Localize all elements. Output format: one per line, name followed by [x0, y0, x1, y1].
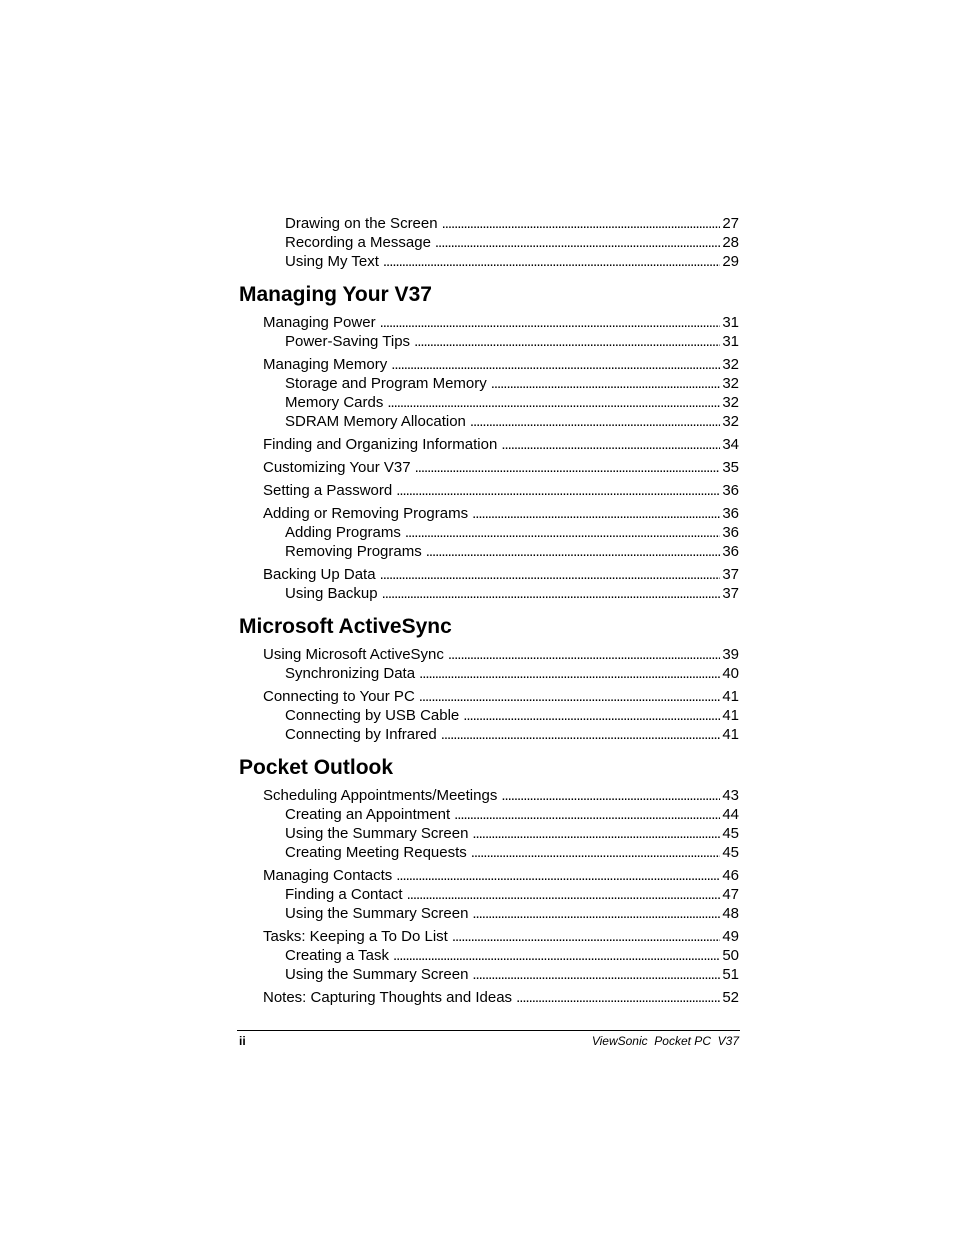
toc-entry-label: SDRAM Memory Allocation: [285, 413, 466, 430]
toc-page-number: 41: [722, 726, 739, 743]
dot-leader: [452, 927, 720, 946]
footer-divider: [237, 1030, 740, 1031]
toc-group: [239, 481, 739, 500]
toc-entry[interactable]: [239, 458, 739, 477]
footer-page-number: ii: [239, 1034, 246, 1048]
dot-leader: [419, 664, 720, 683]
toc-group: [239, 458, 739, 477]
toc-page-number: 36: [722, 505, 739, 522]
toc-group: [239, 565, 739, 603]
dot-leader: [419, 687, 721, 706]
toc-page-number: 27: [722, 215, 739, 232]
dot-leader: [472, 824, 720, 843]
toc-entry-label: Using the Summary Screen: [285, 966, 469, 983]
toc-entry[interactable]: [239, 435, 739, 454]
toc-page-number: 31: [722, 314, 739, 331]
toc-entry-label: Managing Contacts: [263, 867, 393, 884]
toc-entry-label: Using Microsoft ActiveSync: [263, 646, 444, 663]
dot-leader: [426, 542, 721, 561]
section-heading: Microsoft ActiveSync: [239, 615, 452, 638]
dot-leader: [441, 725, 721, 744]
toc-subentry[interactable]: [239, 824, 739, 843]
toc-page-number: 41: [722, 707, 739, 724]
toc-entry[interactable]: [239, 927, 739, 946]
toc-entry-label: Creating an Appointment: [285, 806, 451, 823]
toc-group: [239, 687, 739, 744]
dot-leader: [407, 885, 721, 904]
toc-entry-label: Finding a Contact: [285, 886, 403, 903]
toc-group: [239, 504, 739, 561]
toc-group: [239, 355, 739, 431]
toc-page-number: 29: [722, 253, 739, 270]
toc-group: [239, 866, 739, 923]
dot-leader: [470, 412, 720, 431]
toc-entry-label: Adding or Removing Programs: [263, 505, 469, 522]
toc-page-number: 46: [722, 867, 739, 884]
toc-page-number: 36: [722, 524, 739, 541]
toc-intro-group: [239, 214, 739, 271]
dot-leader: [393, 946, 720, 965]
toc-group: [239, 988, 739, 1007]
toc-page-number: 48: [722, 905, 739, 922]
toc-entry[interactable]: [239, 313, 739, 332]
dot-leader: [415, 458, 721, 477]
toc-entry-label: Tasks: Keeping a To Do List: [263, 928, 448, 945]
dot-leader: [414, 332, 720, 351]
dot-leader: [387, 393, 720, 412]
toc-subentry[interactable]: [239, 706, 739, 725]
dot-leader: [491, 374, 721, 393]
toc-subentry[interactable]: [239, 805, 739, 824]
toc-entry-label: Memory Cards: [285, 394, 384, 411]
toc-page-number: 47: [722, 886, 739, 903]
toc-entry-label: Customizing Your V37: [263, 459, 411, 476]
toc-subentry[interactable]: [239, 584, 739, 603]
toc-page-number: 40: [722, 665, 739, 682]
toc-entry-label: Using My Text: [285, 253, 379, 270]
dot-leader: [391, 355, 720, 374]
dot-leader: [516, 988, 720, 1007]
toc-page-number: 36: [722, 543, 739, 560]
toc-subentry[interactable]: [239, 725, 739, 744]
toc-subentry[interactable]: [239, 252, 739, 271]
toc-page-number: 43: [722, 787, 739, 804]
dot-leader: [472, 965, 720, 984]
toc-subentry[interactable]: [239, 523, 739, 542]
toc-entry[interactable]: [239, 866, 739, 885]
toc-page-number: 32: [722, 394, 739, 411]
toc-entry-label: Managing Power: [263, 314, 376, 331]
toc-group: [239, 927, 739, 984]
toc-entry-label: Connecting to Your PC: [263, 688, 415, 705]
toc-entry-label: Power-Saving Tips: [285, 333, 411, 350]
toc-entry[interactable]: [239, 645, 739, 664]
toc-page-number: 45: [722, 844, 739, 861]
toc-group: [239, 435, 739, 454]
dot-leader: [501, 435, 720, 454]
toc-entry-label: Synchronizing Data: [285, 665, 416, 682]
toc-entry-label: Creating a Task: [285, 947, 389, 964]
toc-subentry[interactable]: [239, 542, 739, 561]
toc-entry[interactable]: [239, 355, 739, 374]
dot-leader: [472, 904, 720, 923]
dot-leader: [380, 565, 721, 584]
dot-leader: [383, 252, 720, 271]
toc-page-number: 49: [722, 928, 739, 945]
toc-subentry[interactable]: [239, 412, 739, 431]
toc-entry-label: Using Backup: [285, 585, 378, 602]
dot-leader: [380, 313, 721, 332]
toc-entry-label: Adding Programs: [285, 524, 401, 541]
toc-entry-label: Connecting by USB Cable: [285, 707, 460, 724]
toc-subentry[interactable]: [239, 233, 739, 252]
toc-entry[interactable]: [239, 565, 739, 584]
toc-entry-label: Connecting by Infrared: [285, 726, 437, 743]
toc-subentry[interactable]: [239, 885, 739, 904]
toc-entry[interactable]: [239, 504, 739, 523]
toc-entry-label: Finding and Organizing Information: [263, 436, 498, 453]
toc-page-number: 35: [722, 459, 739, 476]
toc-entry[interactable]: [239, 687, 739, 706]
toc-subentry[interactable]: [239, 946, 739, 965]
toc-subentry[interactable]: [239, 843, 739, 862]
toc-page-number: 52: [722, 989, 739, 1006]
toc-group: [239, 786, 739, 862]
toc-entry-label: Drawing on the Screen: [285, 215, 438, 232]
toc-page-number: 50: [722, 947, 739, 964]
toc-page-number: 44: [722, 806, 739, 823]
toc-entry-label: Using the Summary Screen: [285, 905, 469, 922]
toc-subentry[interactable]: [239, 965, 739, 984]
toc-page-number: 32: [722, 375, 739, 392]
toc-page-number: 32: [722, 413, 739, 430]
toc-group: [239, 645, 739, 683]
footer-product-name: ViewSonic Pocket PC V37: [591, 1034, 739, 1048]
dot-leader: [448, 645, 720, 664]
toc-page-number: 36: [722, 482, 739, 499]
toc-subentry[interactable]: [239, 393, 739, 412]
dot-leader: [396, 866, 720, 885]
toc-page-number: 34: [722, 436, 739, 453]
toc-entry[interactable]: [239, 481, 739, 500]
dot-leader: [405, 523, 720, 542]
toc-entry-label: Notes: Capturing Thoughts and Ideas: [263, 989, 513, 1006]
toc-page-number: 31: [722, 333, 739, 350]
toc-page-number: 45: [722, 825, 739, 842]
toc-entry[interactable]: [239, 988, 739, 1007]
toc-subentry[interactable]: [239, 904, 739, 923]
dot-leader: [396, 481, 720, 500]
dot-leader: [501, 786, 720, 805]
toc-entry-label: Managing Memory: [263, 356, 388, 373]
table-of-contents: [239, 214, 739, 1007]
toc-page-number: 37: [722, 585, 739, 602]
toc-subentry[interactable]: [239, 664, 739, 683]
toc-subentry[interactable]: [239, 332, 739, 351]
toc-page-number: 28: [722, 234, 739, 251]
toc-entry-label: Creating Meeting Requests: [285, 844, 467, 861]
dot-leader: [382, 584, 721, 603]
toc-entry-label: Storage and Program Memory: [285, 375, 487, 392]
toc-group: [239, 313, 739, 351]
toc-entry-label: Removing Programs: [285, 543, 422, 560]
toc-entry-label: Backing Up Data: [263, 566, 376, 583]
toc-page-number: 41: [722, 688, 739, 705]
toc-entry-label: Recording a Message: [285, 234, 431, 251]
toc-subentry[interactable]: [239, 214, 739, 233]
toc-entry-label: Setting a Password: [263, 482, 393, 499]
toc-entry-label: Using the Summary Screen: [285, 825, 469, 842]
dot-leader: [471, 843, 721, 862]
dot-leader: [442, 214, 721, 233]
toc-entry-label: Scheduling Appointments/Meetings: [263, 787, 498, 804]
toc-page-number: 39: [722, 646, 739, 663]
toc-entry[interactable]: [239, 786, 739, 805]
toc-page-number: 32: [722, 356, 739, 373]
toc-subentry[interactable]: [239, 374, 739, 393]
dot-leader: [435, 233, 720, 252]
section-heading: Pocket Outlook: [239, 756, 394, 779]
toc-page-number: 37: [722, 566, 739, 583]
dot-leader: [463, 706, 720, 725]
dot-leader: [472, 504, 720, 523]
toc-page-number: 51: [722, 966, 739, 983]
section-heading: Managing Your V37: [239, 283, 432, 306]
dot-leader: [454, 805, 720, 824]
